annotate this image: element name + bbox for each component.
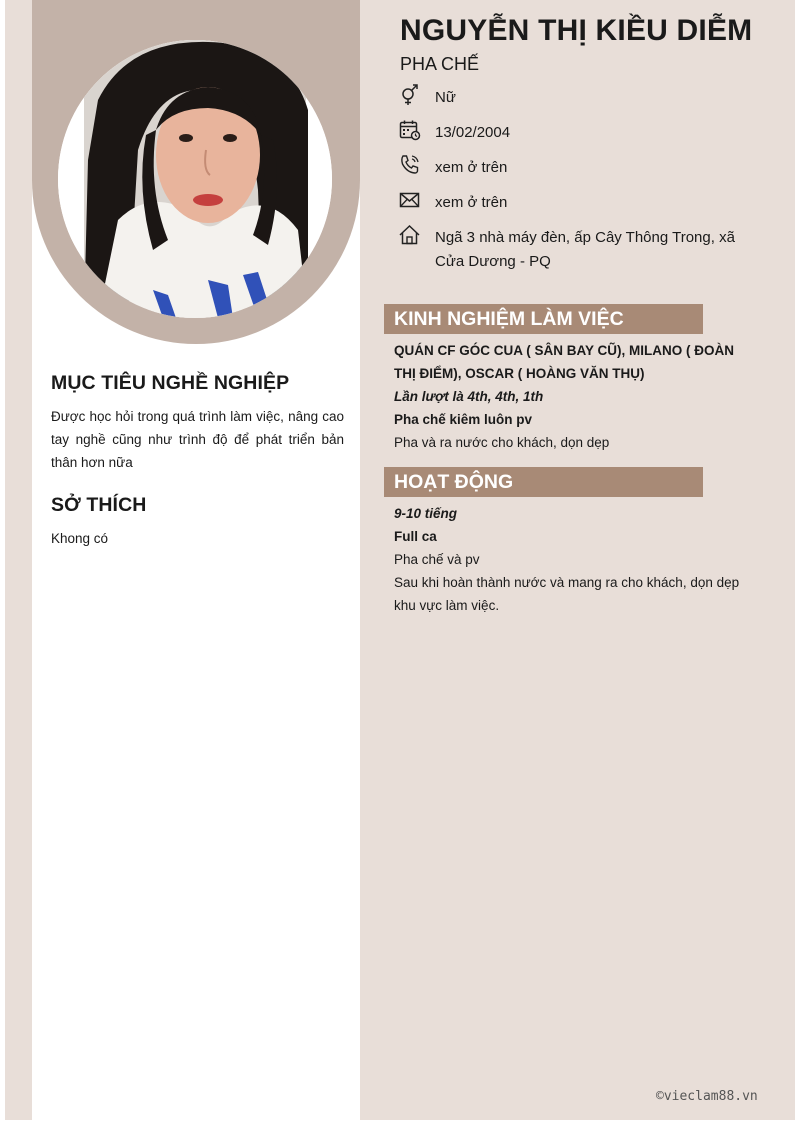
home-icon — [398, 223, 422, 247]
experience-period: Lần lượt là 4th, 4th, 1th — [394, 389, 544, 404]
candidate-role: PHA CHẾ — [400, 54, 480, 74]
phone-value: xem ở trên — [435, 159, 508, 176]
activity-role: Pha chế và pv — [394, 552, 480, 567]
hobbies-text: Khong có — [51, 531, 109, 546]
experience-company: QUÁN CF GÓC CUA ( SÂN BAY CŨ), MILANO ( ĐOÀN THỊ ĐIỂM), OSCAR ( HOÀNG VĂN THỤ) — [394, 343, 734, 381]
birthday-row — [398, 121, 768, 145]
phone-row — [398, 156, 768, 180]
birthday-value: 13/02/2004 — [435, 124, 511, 141]
experience-title: KINH NGHIỆM LÀM VIỆC — [384, 304, 703, 334]
watermark: ©vieclam88.vn — [656, 1089, 758, 1104]
envelope-icon — [398, 188, 422, 212]
avatar — [58, 40, 332, 318]
gender-icon — [398, 83, 422, 107]
activities-title: HOẠT ĐỘNG — [384, 467, 703, 497]
gender-row — [398, 86, 768, 110]
activity-name: Full ca — [394, 529, 437, 544]
avatar-photo — [58, 40, 332, 318]
hobbies-title: SỞ THÍCH — [51, 494, 147, 516]
candidate-name: NGUYỄN THỊ KIỀU DIỄM — [400, 14, 753, 47]
phone-icon — [398, 153, 422, 177]
objective-text: Được học hỏi trong quá trình làm việc, nâng cao tay nghề cũng như trình độ để phát triển bản thân hơn nữa — [51, 409, 344, 470]
address-row — [398, 226, 768, 274]
activity-description: Sau khi hoàn thành nước và mang ra cho khách, dọn dẹp khu vực làm việc. — [394, 575, 740, 613]
calendar-icon — [398, 118, 422, 142]
left-decor-strip — [5, 0, 32, 1120]
email-value: xem ở trên — [435, 194, 508, 211]
gender-value: Nữ — [435, 89, 456, 106]
activity-period: 9-10 tiếng — [394, 506, 458, 521]
address-value: Ngã 3 nhà máy đèn, ấp Cây Thông Trong, xã Cửa Dương - PQ — [435, 229, 735, 270]
experience-position: Pha chế kiêm luôn pv — [394, 412, 533, 427]
experience-description: Pha và ra nước cho khách, dọn dẹp — [394, 435, 610, 450]
email-row — [398, 191, 768, 215]
objective-title: MỤC TIÊU NGHỀ NGHIỆP — [51, 372, 290, 394]
